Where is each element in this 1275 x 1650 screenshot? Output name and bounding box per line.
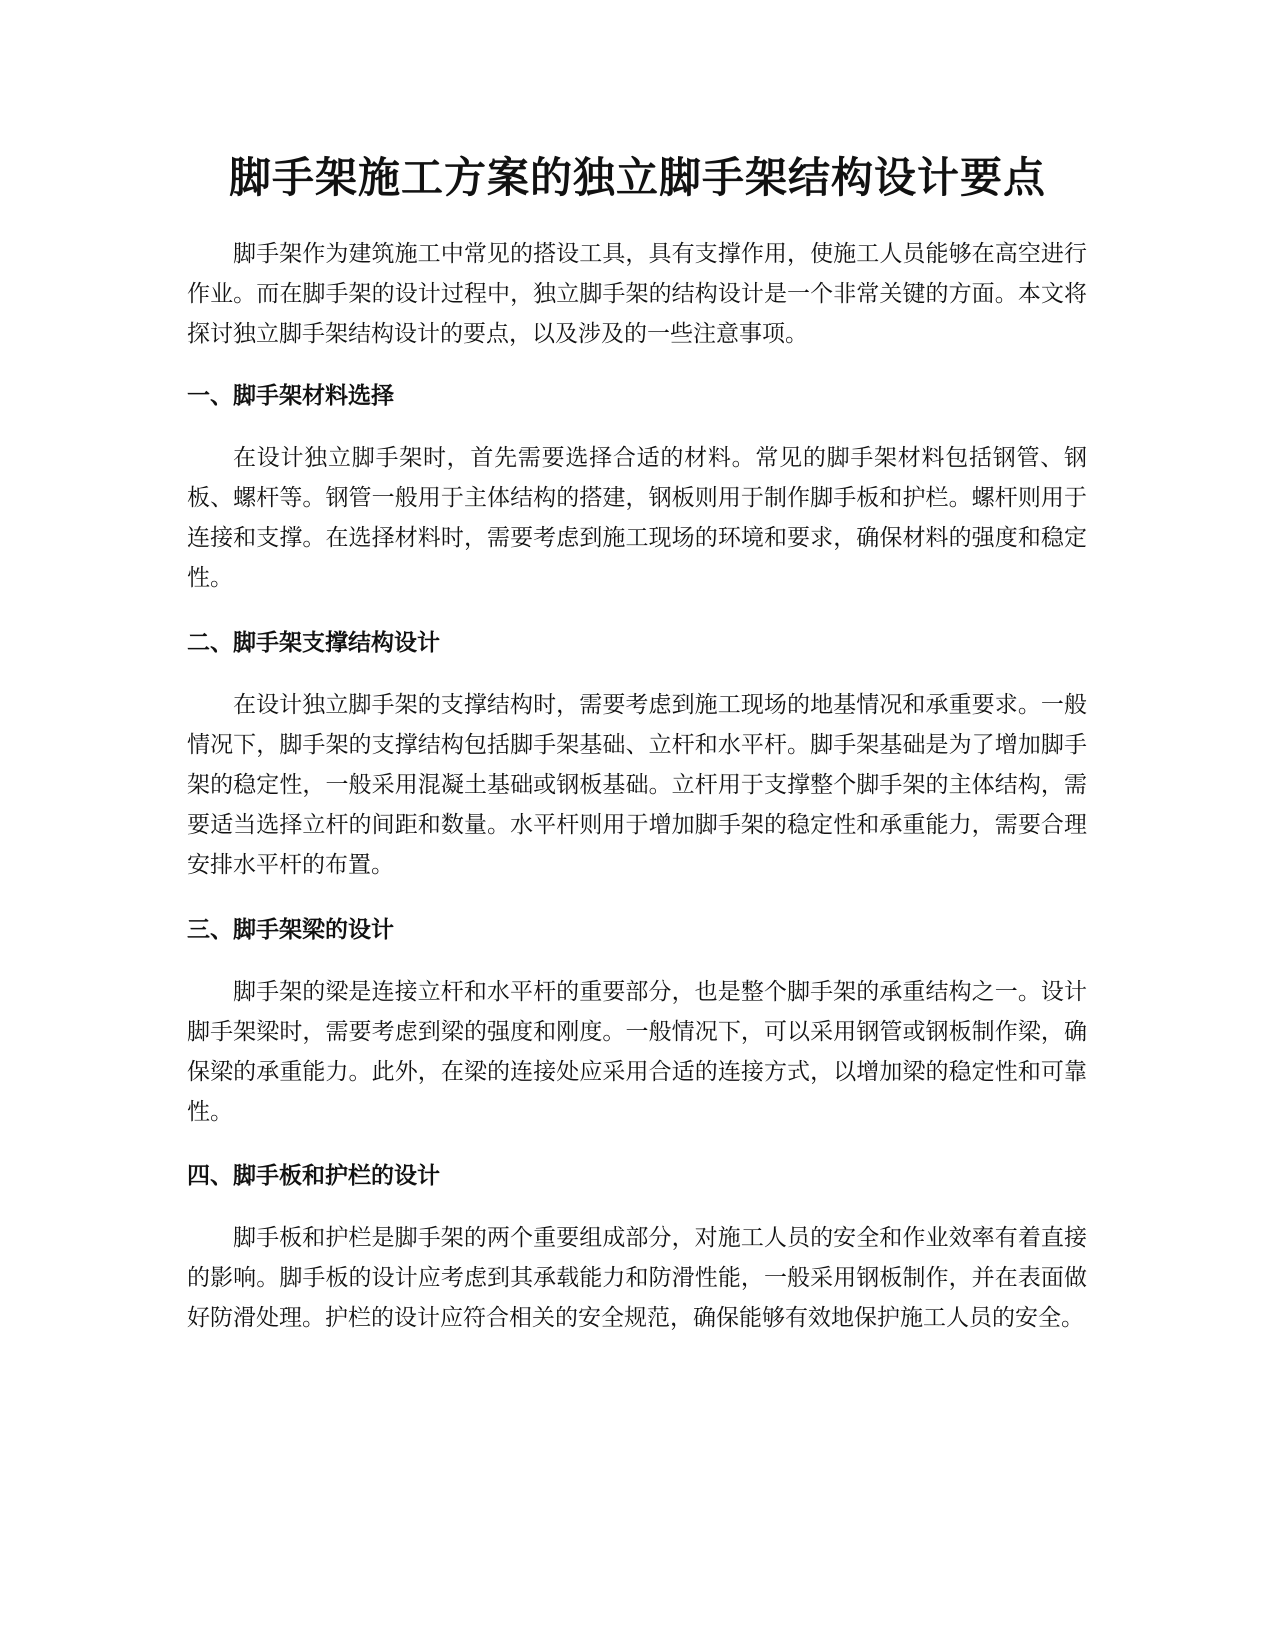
section-body-boards-guardrails: 脚手板和护栏是脚手架的两个重要组成部分，对施工人员的安全和作业效率有着直接的影响。脚手板的设计应考虑到其承载能力和防滑性能，一般采用钢板制作，并在表面做好防滑处理。护栏的设计应符合相关的安全规范，确保能够有效地保护施工人员的安全。 (187, 1225, 1087, 1331)
section-heading-materials: 一、脚手架材料选择 (187, 383, 394, 409)
section-heading-beam: 三、脚手架梁的设计 (187, 917, 394, 943)
section-heading-boards-guardrails: 四、脚手板和护栏的设计 (187, 1163, 440, 1189)
section-body-materials: 在设计独立脚手架时，首先需要选择合适的材料。常见的脚手架材料包括钢管、钢板、螺杆等。钢管一般用于主体结构的搭建，钢板则用于制作脚手板和护栏。螺杆则用于连接和支撑。在选择材料时，需要考虑到施工现场的环境和要求，确保材料的强度和稳定性。 (187, 445, 1087, 591)
intro-paragraph: 脚手架作为建筑施工中常见的搭设工具，具有支撑作用，使施工人员能够在高空进行作业。而在脚手架的设计过程中，独立脚手架的结构设计是一个非常关键的方面。本文将探讨独立脚手架结构设计的要点，以及涉及的一些注意事项。 (187, 241, 1087, 347)
section-body-support: 在设计独立脚手架的支撑结构时，需要考虑到施工现场的地基情况和承重要求。一般情况下，脚手架的支撑结构包括脚手架基础、立杆和水平杆。脚手架基础是为了增加脚手架的稳定性，一般采用混凝土基础或钢板基础。立杆用于支撑整个脚手架的主体结构，需要适当选择立杆的间距和数量。水平杆则用于增加脚手架的稳定性和承重能力，需要合理安排水平杆的布置。 (187, 692, 1087, 878)
section-heading-support: 二、脚手架支撑结构设计 (187, 630, 440, 656)
section-body-beam: 脚手架的梁是连接立杆和水平杆的重要部分，也是整个脚手架的承重结构之一。设计脚手架梁时，需要考虑到梁的强度和刚度。一般情况下，可以采用钢管或钢板制作梁，确保梁的承重能力。此外，在梁的连接处应采用合适的连接方式，以增加梁的稳定性和可靠性。 (187, 979, 1087, 1125)
page-title: 脚手架施工方案的独立脚手架结构设计要点 (228, 153, 1046, 202)
